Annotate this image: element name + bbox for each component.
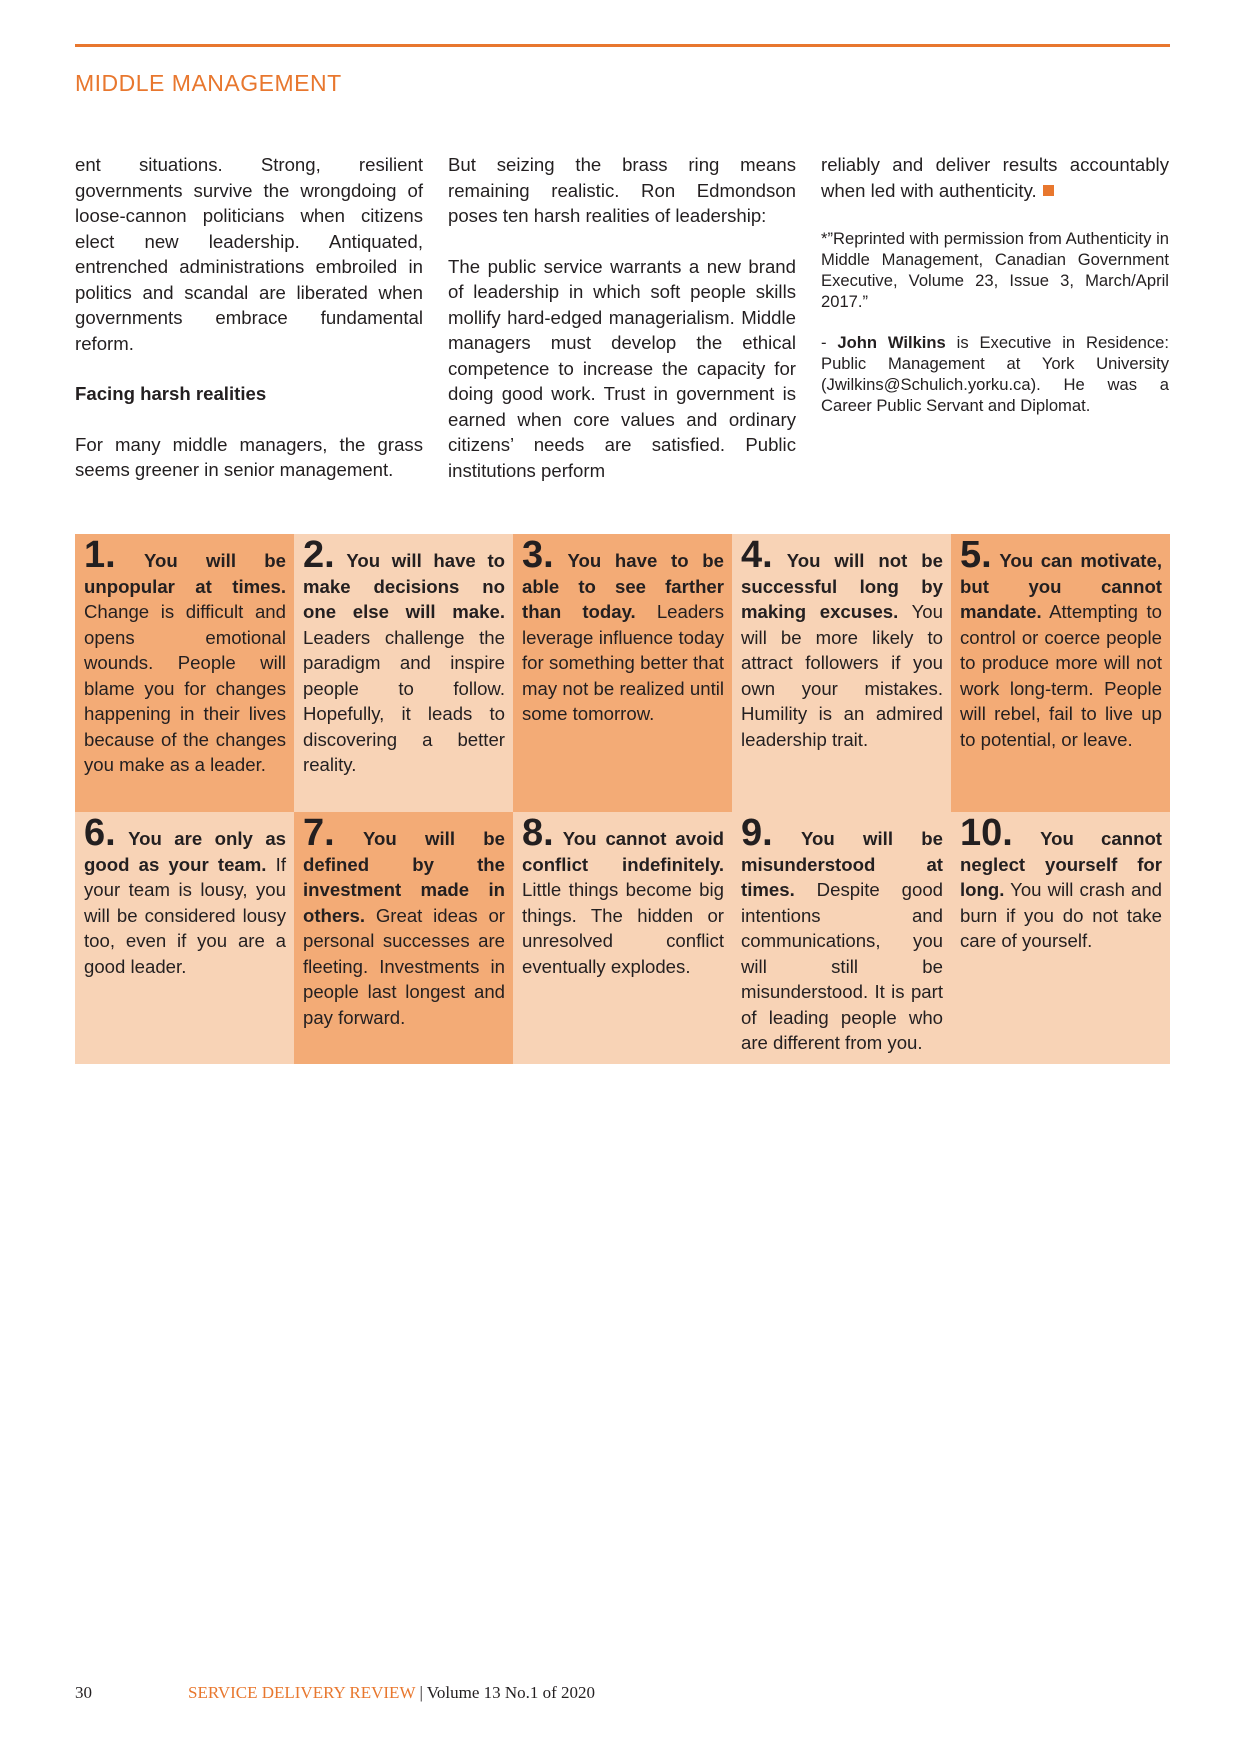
reality-text: Little things become big things. The hidden or unresolved conflict eventually explodes. <box>522 879 724 977</box>
reality-title: You will have to make decisions no one else will make. <box>303 550 505 622</box>
issue-info: Volume 13 No.1 of 2020 <box>426 1683 596 1702</box>
reality-number: 6. <box>84 812 116 854</box>
reality-text: Despite good intentions and communications, you will still be misunderstood. It is part of leading people who are different from you. <box>741 879 943 1053</box>
reality-number: 8. <box>522 812 554 854</box>
article-column-3 <box>821 152 1169 436</box>
reality-title: You are only as good as your team. <box>84 828 286 875</box>
paragraph: But seizing the brass ring means remaining realistic. Ron Edmondson poses ten harsh realities of leadership: <box>448 154 796 226</box>
section-title: MIDDLE MANAGEMENT <box>75 70 342 96</box>
reality-number: 9. <box>741 812 773 854</box>
reality-text: You will be more likely to attract followers if you own your mistakes. Humility is an admired leadership trait. <box>741 601 943 750</box>
paragraph: The public service warrants a new brand of leadership in which soft people skills mollify hard-edged managerialism. Middle managers must develop the ethical competence to increase the capacity for doing good work. Trust in government is earned when core values and ordinary citizens’ needs are satisfied. Public institutions perform <box>448 255 796 481</box>
reality-title: You can motivate, but you cannot mandate. <box>960 550 1162 622</box>
reality-title: You will be unpopular at times. <box>84 550 286 597</box>
reality-text: You will crash and burn if you do not take care of yourself. <box>960 879 1162 951</box>
bio-prefix: - <box>821 333 838 352</box>
reality-number: 10. <box>960 812 1013 854</box>
reality-cell <box>732 534 951 812</box>
harsh-realities-table <box>75 534 1170 1064</box>
reality-text: If your team is lousy, you will be considered lousy too, even if you are a good leader. <box>84 853 286 977</box>
bio-text: is Executive in Residence: Public Management at York University (Jwilkins@Schulich.yorku.ca). He was a Career Public Servant and Diplomat. <box>821 333 1169 415</box>
reality-number: 3. <box>522 534 554 576</box>
reality-cell <box>294 812 513 1064</box>
header-rule <box>75 44 1170 47</box>
article-column-1 <box>75 152 423 483</box>
reality-text: Leaders challenge the paradigm and inspire people to follow. Hopefully, it leads to discovering a better reality. <box>303 626 505 775</box>
reality-title: You will be misunderstood at times. <box>741 828 943 900</box>
paragraph: For many middle managers, the grass seems greener in senior management. <box>75 433 423 480</box>
footer-separator: | <box>415 1683 427 1702</box>
reality-cell <box>732 812 951 1064</box>
reality-text: Great ideas or personal successes are fleeting. Investments in people last longest and pay forward. <box>303 904 505 1028</box>
reality-cell <box>951 534 1170 812</box>
page-number: 30 <box>75 1683 92 1702</box>
reality-cell <box>513 812 732 1064</box>
reality-text: Attempting to control or coerce people to produce more will not work long-term. People will rebel, fail to live up to potential, or leave. <box>960 601 1162 750</box>
reality-cell <box>75 534 294 812</box>
reality-title: You have to be able to see farther than today. <box>522 550 724 622</box>
reality-cell <box>75 812 294 1064</box>
reality-cell <box>951 812 1170 1064</box>
publication-name: SERVICE DELIVERY REVIEW <box>188 1683 416 1702</box>
article-column-2 <box>448 152 796 483</box>
reality-title: You cannot neglect yourself for long. <box>960 828 1162 900</box>
paragraph: reliably and deliver results accountably when led with authenticity. <box>821 154 1169 201</box>
publication-footer <box>188 1683 595 1703</box>
reprint-note: *”Reprinted with permission from Authenticity in Middle Management, Canadian Government Executive, Volume 23, Issue 3, March/April 2017.” <box>821 229 1169 311</box>
reality-text: Change is difficult and opens emotional wounds. People will blame you for changes happening in their lives because of the changes you make as a leader. <box>84 601 286 775</box>
reality-number: 1. <box>84 534 116 576</box>
reality-cell <box>513 534 732 812</box>
reality-title: You will not be successful long by making excuses. <box>741 550 943 622</box>
end-of-article-mark <box>1043 185 1054 196</box>
reality-cell <box>294 534 513 812</box>
reality-number: 4. <box>741 534 773 576</box>
reality-number: 2. <box>303 534 335 576</box>
reality-title: You cannot avoid conflict indefinitely. <box>522 828 724 875</box>
reality-text: Leaders leverage influence today for something better that may not be realized until some tomorrow. <box>522 601 725 724</box>
paragraph: ent situations. Strong, resilient governments survive the wrongdoing of loose-cannon politicians when citizens elect new leadership. Antiquated, entrenched administrations embroiled in politics and scandal are liberated when governments embrace fundamental reform. <box>75 154 423 354</box>
subheading: Facing harsh realities <box>75 383 267 404</box>
author-bio <box>821 332 1169 416</box>
reality-number: 5. <box>960 534 992 576</box>
author-name: John Wilkins <box>837 333 946 352</box>
reality-title: You will be defined by the investment made in others. <box>303 828 505 926</box>
reality-number: 7. <box>303 812 335 854</box>
